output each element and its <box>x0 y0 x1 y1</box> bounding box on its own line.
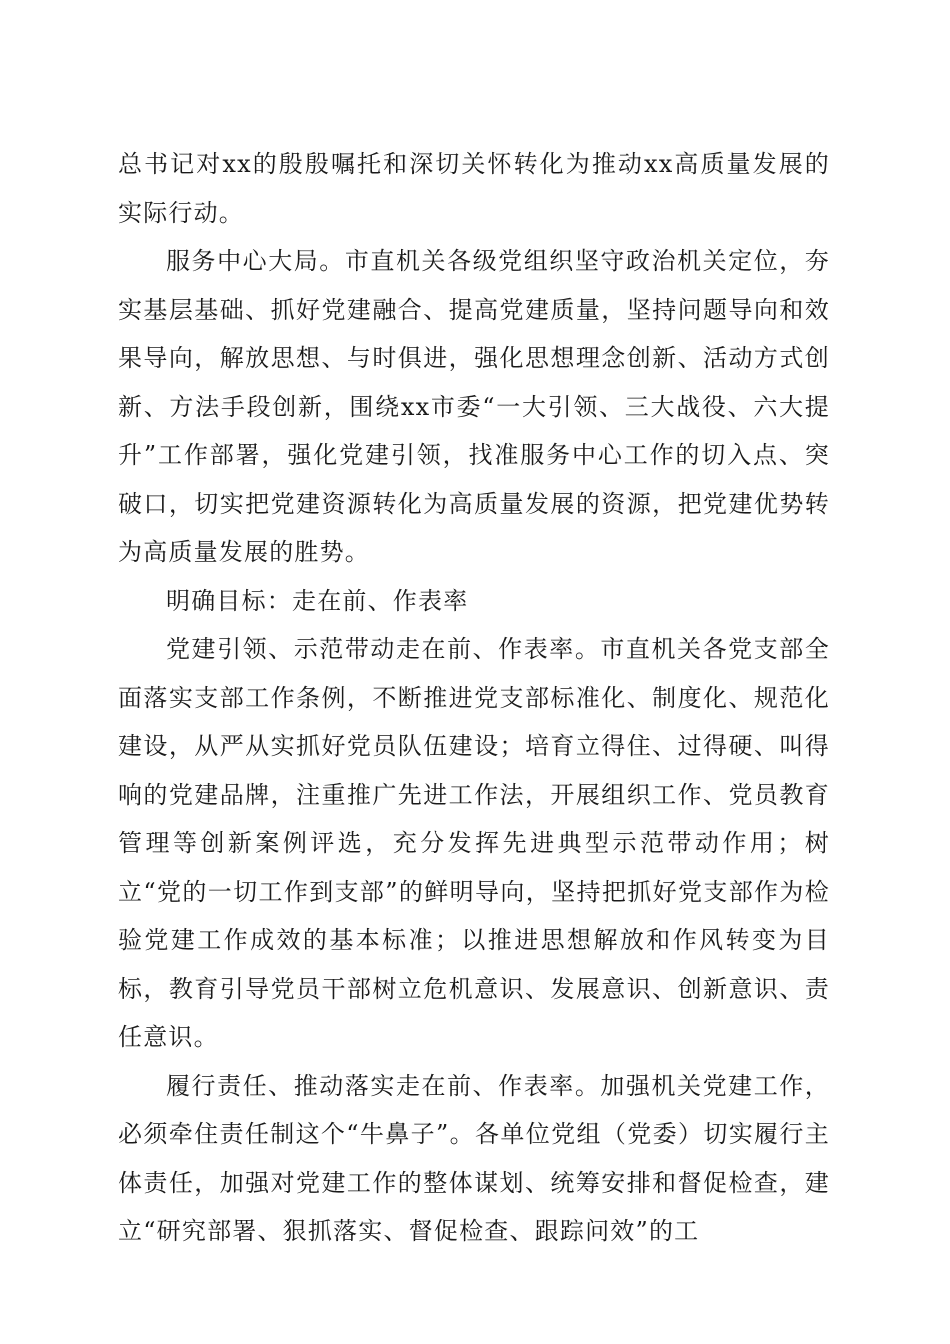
paragraph-serve-center: 服务中心大局。市直机关各级党组织坚守政治机关定位，夯实基层基础、抓好党建融合、提高党建质量，坚持问题导向和效果导向，解放思想、与时俱进，强化思想理念创新、活动方式创新、方法手段创新，围绕xx市委“一大引领、三大战役、六大提升”工作部署，强化党建引领，找准服务中心工作的切入点、突破口，切实把党建资源转化为高质量发展的资源，把党建优势转为高质量发展的胜势。 <box>118 247 830 566</box>
section-heading: 明确目标：走在前、作表率 <box>166 586 469 615</box>
paragraph-continuation: 总书记对xx的殷殷嘱托和深切关怀转化为推动xx高质量发展的实际行动。 <box>118 150 830 227</box>
document-body <box>118 140 830 1256</box>
paragraph-party-leading: 党建引领、示范带动走在前、作表率。市直机关各党支部全面落实支部工作条例，不断推进党支部标准化、制度化、规范化建设，从严从实抓好党员队伍建设；培育立得住、过得硬、叫得响的党建品牌，注重推广先进工作法，开展组织工作、党员教育管理等创新案例评选，充分发挥先进典型示范带动作用；树立“党的一切工作到支部”的鲜明导向，坚持把抓好党支部作为检验党建工作成效的基本标准；以推进思想解放和作风转变为目标，教育引导党员干部树立危机意识、发展意识、创新意识、责任意识。 <box>118 635 830 1051</box>
paragraph-fulfill-responsibility: 履行责任、推动落实走在前、作表率。加强机关党建工作，必须牵住责任制这个“牛鼻子”。各单位党组（党委）切实履行主体责任，加强对党建工作的整体谋划、统筹安排和督促检查，建立“研究部署、狠抓落实、督促检查、跟踪问效”的工 <box>118 1071 830 1245</box>
